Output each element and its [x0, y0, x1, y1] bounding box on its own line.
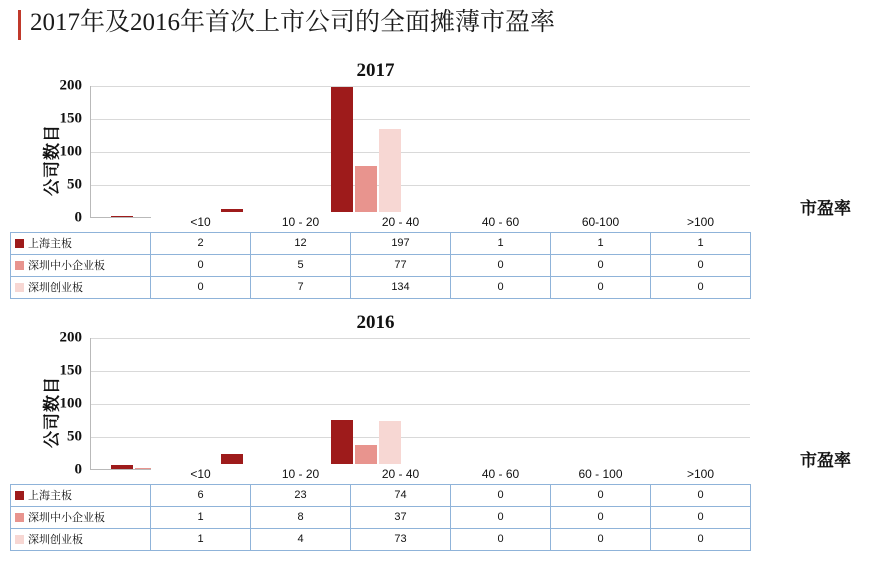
category-label: 20 - 40 — [351, 212, 451, 232]
legend-swatch-icon — [15, 513, 24, 522]
table-cell: 134 — [351, 276, 451, 298]
table-cell: 1 — [151, 528, 251, 550]
y-tick-label: 50 — [67, 428, 82, 445]
legend-label: 上海主板 — [28, 490, 72, 502]
table-cell: 37 — [351, 506, 451, 528]
table-cell: 77 — [351, 254, 451, 276]
bar — [331, 87, 353, 217]
bar-group — [641, 86, 751, 217]
table-cell: 6 — [151, 484, 251, 506]
table-cell: 0 — [451, 254, 551, 276]
legend-entry — [11, 528, 151, 550]
bar — [355, 166, 377, 217]
category-label: 20 - 40 — [351, 464, 451, 484]
table-corner-cell — [11, 209, 151, 232]
category-label: 40 - 60 — [451, 464, 551, 484]
legend-entry — [11, 484, 151, 506]
table-cell: 0 — [551, 506, 651, 528]
table-cell: 2 — [151, 232, 251, 254]
legend-swatch-icon — [15, 261, 24, 270]
legend-label: 深圳中小企业板 — [28, 260, 105, 272]
y-tick-label: 0 — [74, 461, 82, 478]
y-tick-label: 100 — [59, 395, 82, 412]
chart-title-2017: 2017 — [356, 60, 395, 81]
table-cell: 7 — [251, 276, 351, 298]
table-cell: 0 — [551, 528, 651, 550]
table-cell: 1 — [151, 506, 251, 528]
table-cell: 12 — [251, 232, 351, 254]
legend-label: 深圳创业板 — [28, 282, 83, 294]
table-row — [11, 484, 751, 506]
category-label: 40 - 60 — [451, 212, 551, 232]
table-cell: 0 — [451, 528, 551, 550]
data-table-2016 — [10, 461, 751, 551]
bar-group — [311, 338, 421, 469]
legend-label: 深圳创业板 — [28, 534, 83, 546]
table-cell: 197 — [351, 232, 451, 254]
data-table-2017 — [10, 209, 751, 299]
table-corner-cell — [11, 461, 151, 484]
legend-swatch-icon — [15, 283, 24, 292]
x-axis-label-2017: 市盈率 — [800, 199, 851, 218]
table-cell: 0 — [651, 254, 751, 276]
table-cell: 0 — [651, 484, 751, 506]
table-cell: 73 — [351, 528, 451, 550]
table-cell: 0 — [451, 484, 551, 506]
table-category-row — [11, 464, 751, 484]
table-cell: 0 — [151, 254, 251, 276]
category-label: >100 — [651, 212, 751, 232]
y-tick-label: 200 — [59, 329, 82, 346]
table-row — [11, 232, 751, 254]
bars-2017 — [90, 86, 750, 218]
bar-group — [531, 86, 641, 217]
y-axis-label-2016: 公司数目 — [42, 376, 62, 448]
table-cell: 0 — [651, 506, 751, 528]
page-title — [18, 8, 555, 40]
table-cell: 0 — [651, 528, 751, 550]
category-label: 10 - 20 — [251, 212, 351, 232]
bars-2016 — [90, 338, 750, 470]
table-cell: 74 — [351, 484, 451, 506]
bar — [379, 129, 401, 217]
table-cell: 1 — [551, 232, 651, 254]
y-axis-label-2017: 公司数目 — [42, 124, 62, 196]
table-cell: 0 — [151, 276, 251, 298]
legend-swatch-icon — [15, 535, 24, 544]
x-axis-label-2016: 市盈率 — [800, 451, 851, 470]
bar-group — [311, 86, 421, 217]
bar-group — [421, 86, 531, 217]
table-row — [11, 254, 751, 276]
table-category-row — [11, 212, 751, 232]
category-label: <10 — [151, 212, 251, 232]
y-tick-label: 150 — [59, 110, 82, 127]
page-title-text: 2017年及2016年首次上市公司的全面摊薄市盈率 — [30, 9, 556, 36]
y-tick-label: 50 — [67, 176, 82, 193]
table-cell: 0 — [651, 276, 751, 298]
legend-entry — [11, 276, 151, 298]
category-label: <10 — [151, 464, 251, 484]
category-label: 60 - 100 — [551, 464, 651, 484]
legend-entry — [11, 506, 151, 528]
table-cell: 0 — [451, 276, 551, 298]
table-cell: 0 — [551, 254, 651, 276]
table-cell: 4 — [251, 528, 351, 550]
table-cell: 0 — [551, 484, 651, 506]
bar-group — [641, 338, 751, 469]
table-cell: 5 — [251, 254, 351, 276]
category-label: 60-100 — [551, 212, 651, 232]
table-cell: 1 — [451, 232, 551, 254]
legend-label: 上海主板 — [28, 238, 72, 250]
title-accent-bar — [18, 10, 21, 40]
table-cell: 8 — [251, 506, 351, 528]
chart-title-2016: 2016 — [356, 312, 395, 333]
table-cell: 0 — [551, 276, 651, 298]
y-tick-label: 100 — [59, 143, 82, 160]
y-tick-label: 150 — [59, 362, 82, 379]
table-row — [11, 528, 751, 550]
category-label: 10 - 20 — [251, 464, 351, 484]
legend-entry — [11, 232, 151, 254]
bar — [379, 421, 401, 469]
bar-group — [201, 338, 311, 469]
category-label: >100 — [651, 464, 751, 484]
bar-group — [91, 338, 201, 469]
legend-swatch-icon — [15, 239, 24, 248]
y-tick-label: 200 — [59, 77, 82, 94]
bar-group — [91, 86, 201, 217]
bar-group — [201, 86, 311, 217]
chart-2016 — [0, 312, 881, 546]
y-tick-label: 0 — [74, 209, 82, 226]
legend-swatch-icon — [15, 491, 24, 500]
table-row — [11, 506, 751, 528]
table-cell: 1 — [651, 232, 751, 254]
legend-label: 深圳中小企业板 — [28, 512, 105, 524]
bar-group — [421, 338, 531, 469]
bar — [331, 420, 353, 469]
table-cell: 23 — [251, 484, 351, 506]
legend-entry — [11, 254, 151, 276]
table-row — [11, 276, 751, 298]
table-cell: 0 — [451, 506, 551, 528]
bar-group — [531, 338, 641, 469]
chart-2017 — [0, 60, 881, 294]
